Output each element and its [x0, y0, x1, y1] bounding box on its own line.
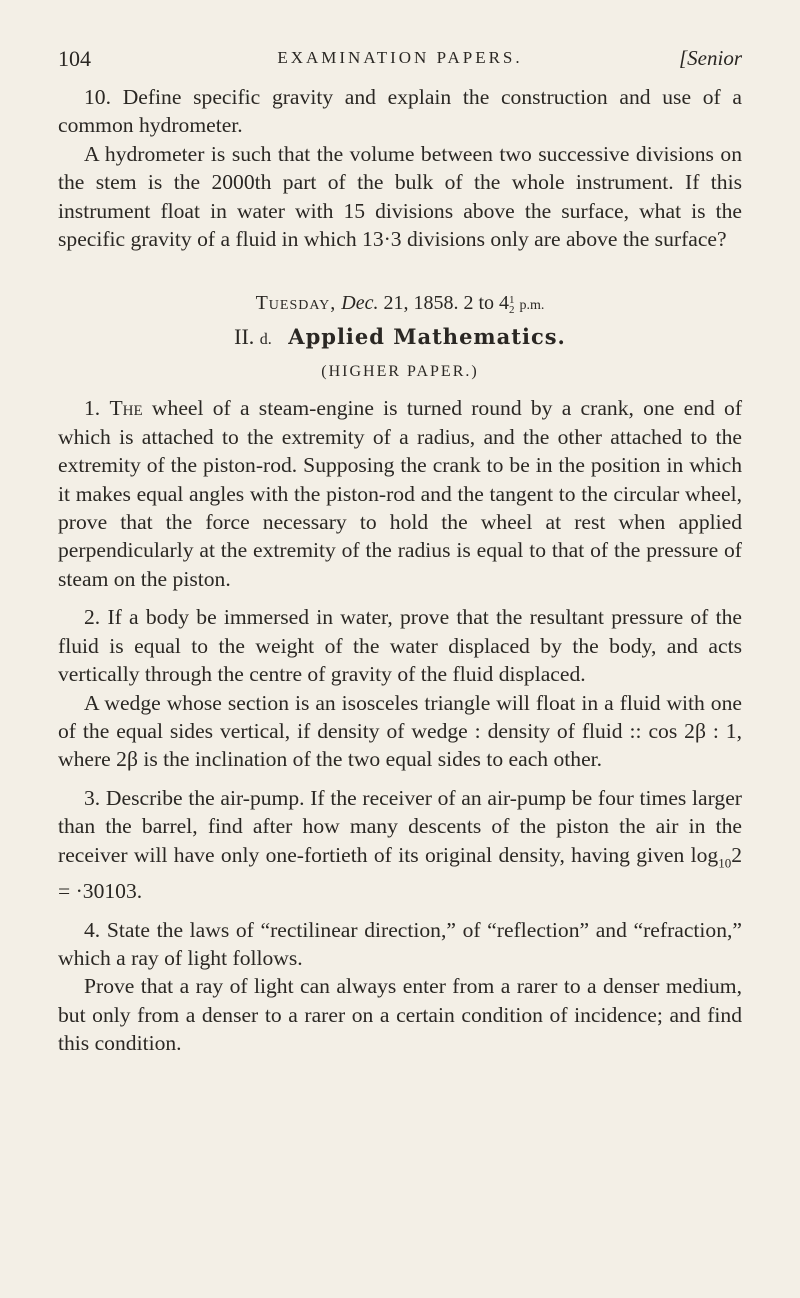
page-number: 104	[58, 46, 91, 71]
question-number: 1.	[84, 396, 101, 421]
paper-heading	[58, 320, 742, 357]
question-2-followup: A wedge whose section is an isosceles triangle will float in a fluid with one of the equal sides vertical, if density of wedge : density of fluid :: cos 2β : 1, where 2β is the inclination of the two equal sides to each other.	[58, 690, 742, 772]
question-4-text	[58, 916, 742, 973]
paper-subtitle: (HIGHER PAPER.)	[321, 363, 479, 381]
question-10-text	[58, 83, 742, 140]
running-title: EXAMINATION PAPERS.	[277, 48, 523, 67]
section-label: [Senior	[679, 46, 742, 70]
session-date: 21, 1858. 2 to 4	[383, 292, 510, 315]
question-number: 3.	[84, 785, 101, 810]
question-body: Describe the air-pump. If the receiver of an air-pump be four times larger than the barrel, find after how many descents of the piston the air in the receiver will have only one-fortieth of its original density, having given log	[58, 785, 742, 867]
log-base: 10	[718, 854, 732, 870]
question-1-text	[58, 394, 742, 593]
session-date-month: Dec.	[341, 292, 379, 315]
question-number: 2.	[84, 605, 101, 630]
question-body: Define specific gravity and explain the construction and use of a common hydrometer.	[58, 85, 742, 138]
time-fraction: 1 2	[509, 293, 515, 316]
session-line	[58, 289, 742, 320]
question-3	[58, 784, 742, 906]
question-body-end: 2 = ·30103.	[58, 842, 742, 904]
question-3-text	[58, 784, 742, 906]
question-4-followup: Prove that a ray of light can always enter from a rarer to a denser medium, but only from a denser to a rarer on a certain condition of incidence; and find this condition.	[58, 974, 742, 1056]
question-1	[58, 394, 742, 593]
running-header	[58, 36, 742, 76]
question-4	[58, 916, 742, 1058]
question-body: wheel of a steam-engine is turned round by a crank, one end of which is attached to the extremity of a radius, and the other attached to the extremity of the piston-rod. Supposing the crank to be in the position in which it makes equal angles with the piston-rod and the tangent to the circular wheel, prove that the force necessary to hold the wheel at rest when applied perpendicularly at the extremity of the radius is equal to that of the pressure of steam on the piston.	[58, 396, 743, 591]
question-body: If a body be immersed in water, prove that the resultant pressure of the fluid is equal to the weight of the water displaced by the body, and acts vertically through the centre of gravity of the fluid displaced.	[58, 605, 742, 687]
question-number: 10.	[84, 85, 111, 109]
question-10	[58, 83, 742, 253]
time-suffix: p.m.	[519, 298, 545, 314]
question-body: State the laws of “rectilinear direction,” of “reflection” and “refraction,” which a ray of light follows.	[58, 917, 742, 971]
question-2-text	[58, 603, 742, 688]
question-10-followup: A hydrometer is such that the volume between two successive divisions on the stem is the 2000th part of the bulk of the whole instrument. If this instrument float in water with 15 divisions above the surface, what is the specific gravity of a fluid in which 13·3 divisions only are above the surface?	[58, 141, 742, 252]
question-lead: The	[109, 396, 143, 421]
paper-title: Applied Mathematics.	[288, 324, 566, 350]
session-day: Tuesday,	[255, 292, 337, 315]
question-2	[58, 603, 742, 773]
question-number: 4.	[84, 917, 101, 942]
paper-code-small: d.	[259, 331, 272, 349]
paper-code: II.	[234, 324, 260, 350]
